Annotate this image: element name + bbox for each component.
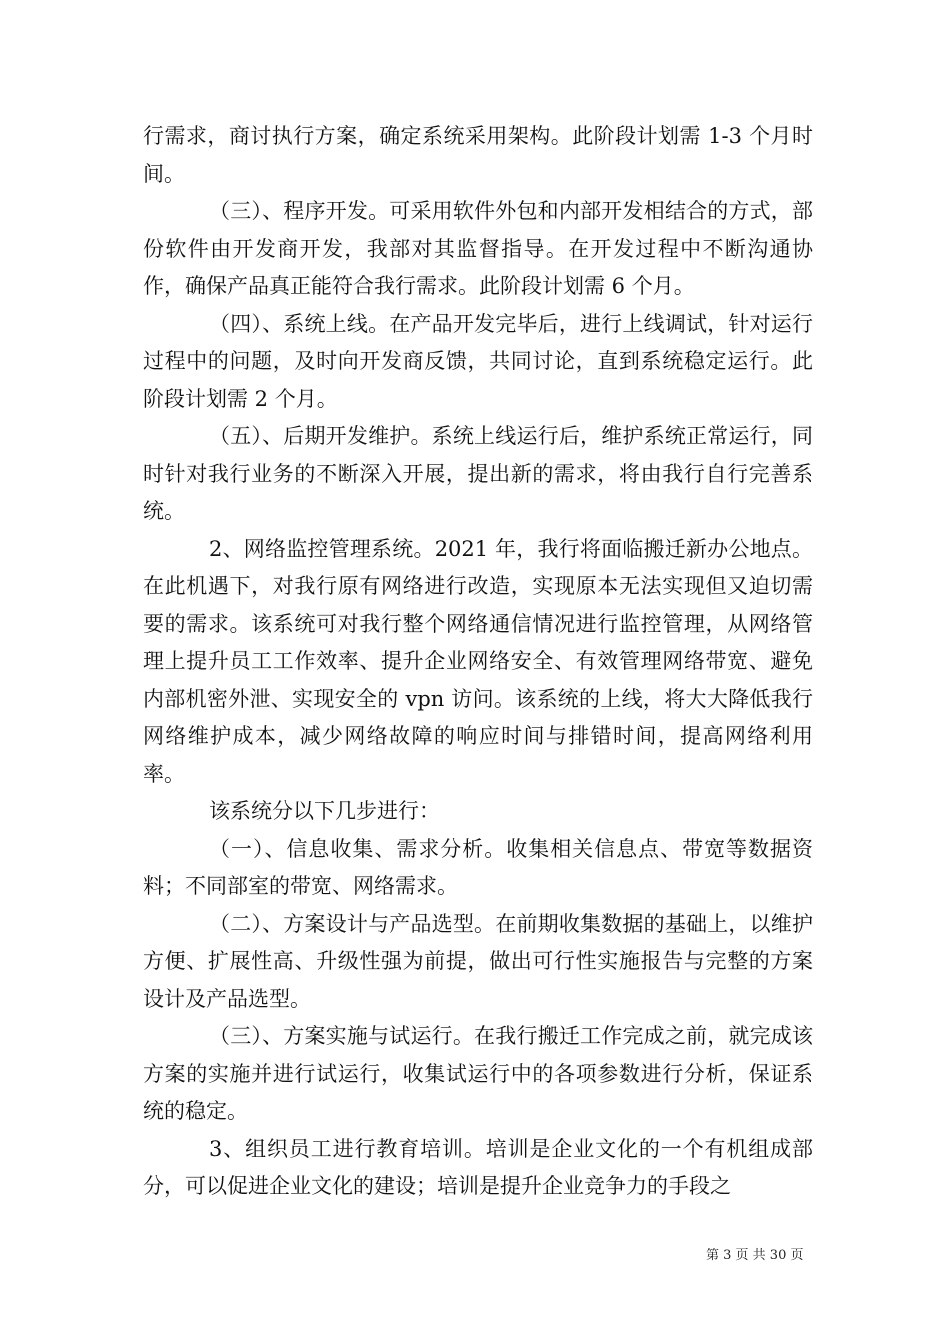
paragraph-step-three: （三）、方案实施与试运行。在我行搬迁工作完成之前，就完成该方案的实施并进行试运行，收集试运行中的各项参数进行分析，保证系统的稳定。 (143, 1024, 813, 1123)
paragraph-system-launch: （四）、系统上线。在产品开发完毕后，进行上线调试，针对运行过程中的问题，及时向开发商反馈，共同讨论，直到系统稳定运行。此阶段计划需 2 个月。 (143, 311, 813, 411)
paragraph-program-development: （三）、程序开发。可采用软件外包和内部开发相结合的方式，部份软件由开发商开发，我部对其监督指导。在开发过程中不断沟通协作，确保产品真正能符合我行需求。此阶段计划需 6 个月。 (143, 199, 813, 298)
paragraph-steps-intro: 该系统分以下几步进行： (209, 799, 440, 823)
paragraph-step-two: （二）、方案设计与产品选型。在前期收集数据的基础上，以维护方便、扩展性高、升级性强为前提，做出可行性实施报告与完整的方案设计及产品选型。 (143, 911, 813, 1011)
paragraph-training: 3、组织员工进行教育培训。培训是企业文化的一个有机组成部分，可以促进企业文化的建设；培训是提升企业竞争力的手段之 (143, 1136, 813, 1198)
paragraph-continuation: 行需求，商讨执行方案，确定系统采用架构。此阶段计划需 1-3 个月时间。 (143, 124, 813, 186)
body-text (143, 118, 813, 1206)
page-number-footer: 第 3 页 共 30 页 (706, 1248, 804, 1263)
paragraph-maintenance: （五）、后期开发维护。系统上线运行后，维护系统正常运行，同时针对我行业务的不断深入开展，提出新的需求，将由我行自行完善系统。 (143, 424, 813, 523)
paragraph-step-one: （一）、信息收集、需求分析。收集相关信息点、带宽等数据资料；不同部室的带宽、网络需求。 (143, 836, 813, 898)
paragraph-network-monitoring: 2、网络监控管理系统。2021 年，我行将面临搬迁新办公地点。在此机遇下，对我行原有网络进行改造，实现原本无法实现但又迫切需要的需求。该系统可对我行整个网络通信情况进行监控管理，从网络管理上提升员工工作效率、提升企业网络安全、有效管理网络带宽、避免内部机密外泄、实现安全的 vpn 访问。该系统的上线，将大大降低我行网络维护成本，减少网络故障的响应时间与排错时间，提高网络利用率。 (143, 536, 813, 786)
